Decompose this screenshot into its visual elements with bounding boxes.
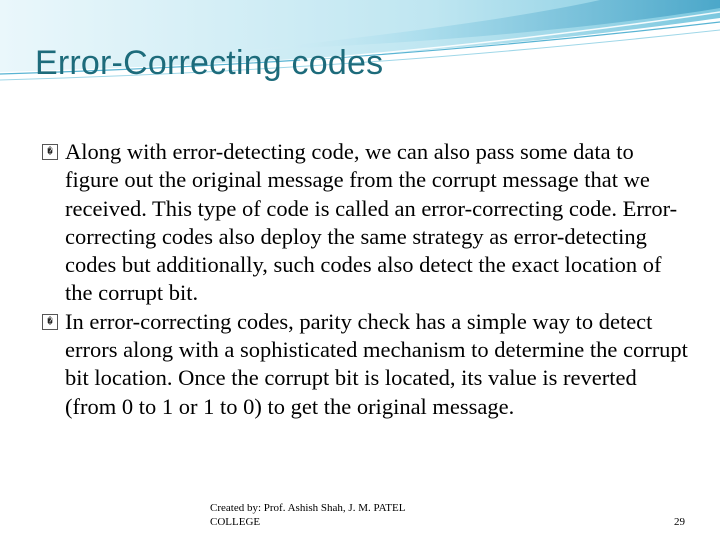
bullet-text: In error-correcting codes, parity check has a simple way to detect errors along with a sophisticated mechanism to determine the corrupt bit location. Once the corrupt bit is located, its value is reverted (from 0 to 1 or 1 to 0) to get the original message. [65, 308, 688, 419]
bullet-marker-icon: � [42, 314, 58, 330]
bullet-marker-icon: � [42, 144, 58, 160]
page-number: 29 [674, 516, 685, 528]
footer-credit: Created by: Prof. Ashish Shah, J. M. PATEL COLLEGE [210, 502, 406, 528]
bullet-list [42, 138, 692, 421]
bullet-item [42, 308, 692, 421]
bullet-text: Along with error-detecting code, we can also pass some data to figure out the original message from the corrupt message that we received. This type of code is called an error-correcting code. Error-correcting codes also deploy the same strategy as error-detecting codes but additionally, such codes also detect the exact location of the corrupt bit. [65, 139, 678, 306]
bullet-item [42, 138, 692, 308]
slide-title: Error-Correcting codes [35, 44, 384, 82]
